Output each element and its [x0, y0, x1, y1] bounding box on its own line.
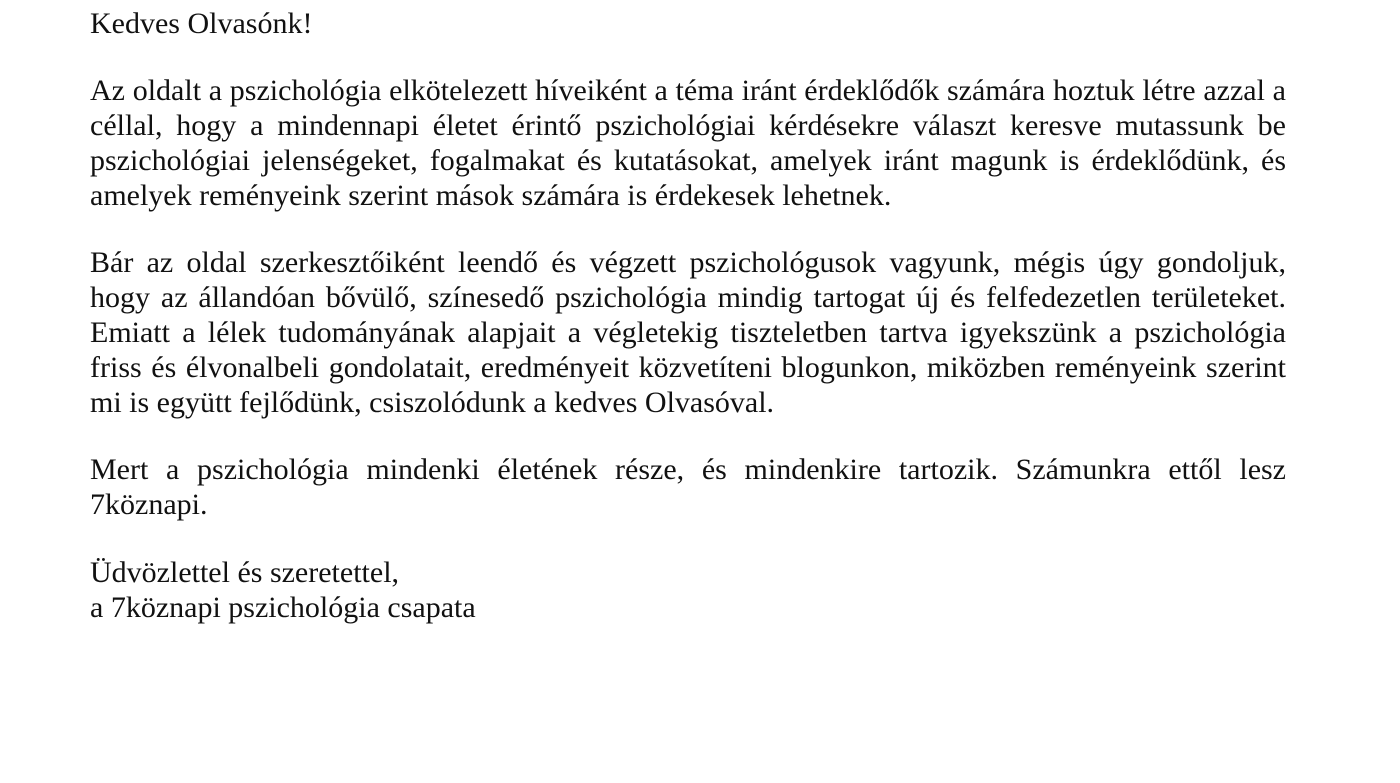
- closing-line: Üdvözlettel és szeretettel,: [90, 556, 400, 589]
- paragraph-editors: Bár az oldal szerkesztőiként leendő és végzett pszichológusok vagyunk, mégis úgy gondoljuk, hogy az állandóan bővülő, színesedő pszichológia mindig tartogat új és felfedezetlen területeket. Emiatt a lélek tudományának alapjait a végletekig tiszteletben tartva igyekszünk a pszichológia friss és élvonalbeli gondolatait, eredményeit közvetíteni blogunkon, miközben reményeink szerint mi is együtt fejlődünk, csiszolódunk a kedves Olvasóval.: [90, 246, 1286, 419]
- signature-line: a 7köznapi pszichológia csapata: [90, 591, 476, 624]
- paragraph-intro: Az oldalt a pszichológia elkötelezett híveiként a téma iránt érdeklődők számára hoztuk létre azzal a céllal, hogy a mindennapi életet érintő pszichológiai kérdésekre választ keresve mutassunk be pszichológiai jelenségeket, fogalmakat és kutatásokat, amelyek iránt magunk is érdeklődünk, és amelyek reményeink szerint mások számára is érdekesek lehetnek.: [90, 74, 1286, 212]
- letter: [90, 6, 1286, 625]
- paragraph-mission: Mert a pszichológia mindenki életének része, és mindenkire tartozik. Számunkra ettől lesz 7köznapi.: [90, 453, 1286, 521]
- signoff-block: [90, 555, 1286, 625]
- greeting: Kedves Olvasónk!: [90, 7, 313, 40]
